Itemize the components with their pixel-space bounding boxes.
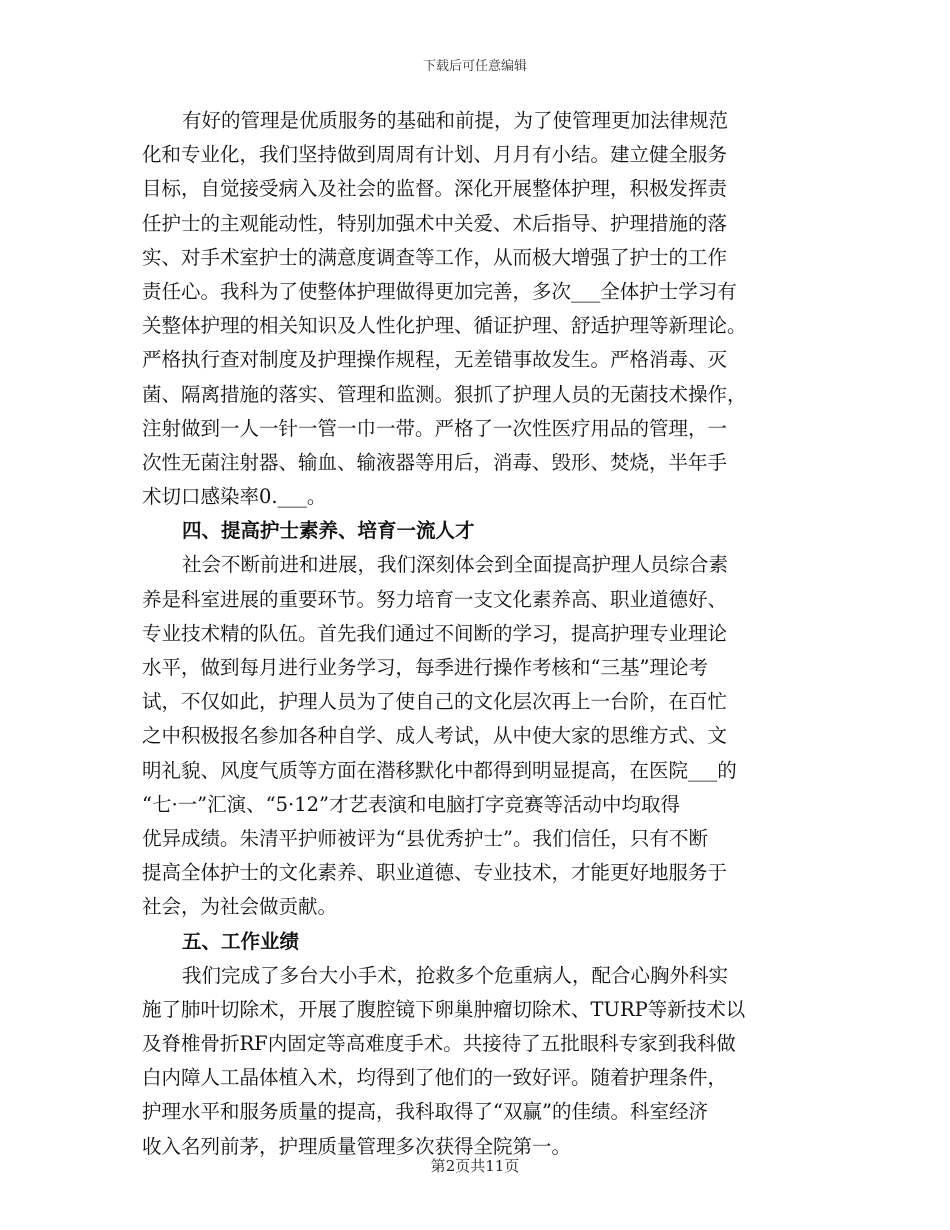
text-line: 关整体护理的相关知识及人性化护理、循证护理、舒适护理等新理论。 [142,314,747,338]
text-line: 目标，自觉接受病入及社会的监督。深化开展整体护理，积极发挥责 [142,177,728,201]
text-line: 任护士的主观能动性，特别加强术中关爱、术后指导、护理措施的落 [142,211,728,235]
text-line: 及脊椎骨折RF内固定等高难度手术。共接待了五批眼科专家到我科做 [142,1032,736,1056]
document-body [142,104,810,1164]
text-line: 社会，为社会做贡献。 [142,895,338,919]
text-line: 养是科室进展的重要环节。努力培育一支文化素养高、职业道德好、 [142,587,728,611]
text-line: 试，不仅如此，护理人员为了使自己的文化层次再上一台阶，在百忙 [142,690,728,714]
text-line: 白内障人工晶体植入术，均得到了他们的一致好评。随着护理条件， [142,1066,728,1090]
text-line: “七·一”汇演、“5·12”才艺表演和电脑打字竞赛等活动中均取得 [142,792,680,816]
text-line: 化和专业化，我们坚持做到周周有计划、月月有小结。建立健全服务 [142,143,728,167]
text-line: 有好的管理是优质服务的基础和前提，为了使管理更加法律规范 [182,109,729,132]
text-line: 明礼貌、风度气质等方面在潜移默化中都得到明显提高，在医院___的 [142,758,737,782]
text-line: 收入名列前茅，护理质量管理多次获得全院第一。 [142,1134,572,1158]
text-line: 社会不断前进和进展，我们深刻体会到全面提高护理人员综合素 [182,553,729,577]
text-line: 严格执行查对制度及护理操作规程，无差错事故发生。严格消毒、灭 [142,348,728,372]
text-line: 之中积极报名参加各种自学、成人考试，从中使大家的思维方式、文 [142,724,728,748]
text-line: 实、对手术室护士的满意度调查等工作，从而极大增强了护士的工作 [142,245,728,269]
section-heading: 四、提高护士素养、培育一流人才 [182,519,475,543]
text-line: 次性无菌注射器、输血、输液器等用后，消毒、毁形、焚烧，半年手 [142,450,728,474]
text-line: 责任心。我科为了使整体护理做得更加完善，多次___全体护士学习有 [142,279,737,303]
text-line: 水平，做到每月进行业务学习，每季进行操作考核和“三基”理论考 [142,656,708,679]
text-line: 专业技术精的队伍。首先我们通过不间断的学习，提高护理专业理论 [142,621,728,645]
text-line: 我们完成了多台大小手术，抢救多个危重病人，配合心胸外科实 [182,963,729,987]
page-number: 第2页共11页 [430,1157,520,1175]
text-line: 优异成绩。朱清平护师被评为“县优秀护士”。我们信任，只有不断 [142,826,708,850]
section-heading: 五、工作业绩 [182,929,300,953]
text-line: 护理水平和服务质量的提高，我科取得了“双赢”的佳绩。科室经济 [142,1100,708,1124]
text-line: 术切口感染率0.___。 [142,485,327,509]
text-line: 施了肺叶切除术，开展了腹腔镜下卵巢肿瘤切除术、TURP等新技术以 [142,997,746,1021]
header-note: 下载后可任意编辑 [422,59,527,74]
text-line: 提高全体护士的文化素养、职业道德、专业技术，才能更好地服务于 [142,861,728,885]
text-line: 菌、隔离措施的落实、管理和监测。狠抓了护理人员的无菌技术操作， [142,382,747,406]
text-line: 注射做到一人一针一管一巾一带。严格了一次性医疗用品的管理，一 [142,416,728,440]
